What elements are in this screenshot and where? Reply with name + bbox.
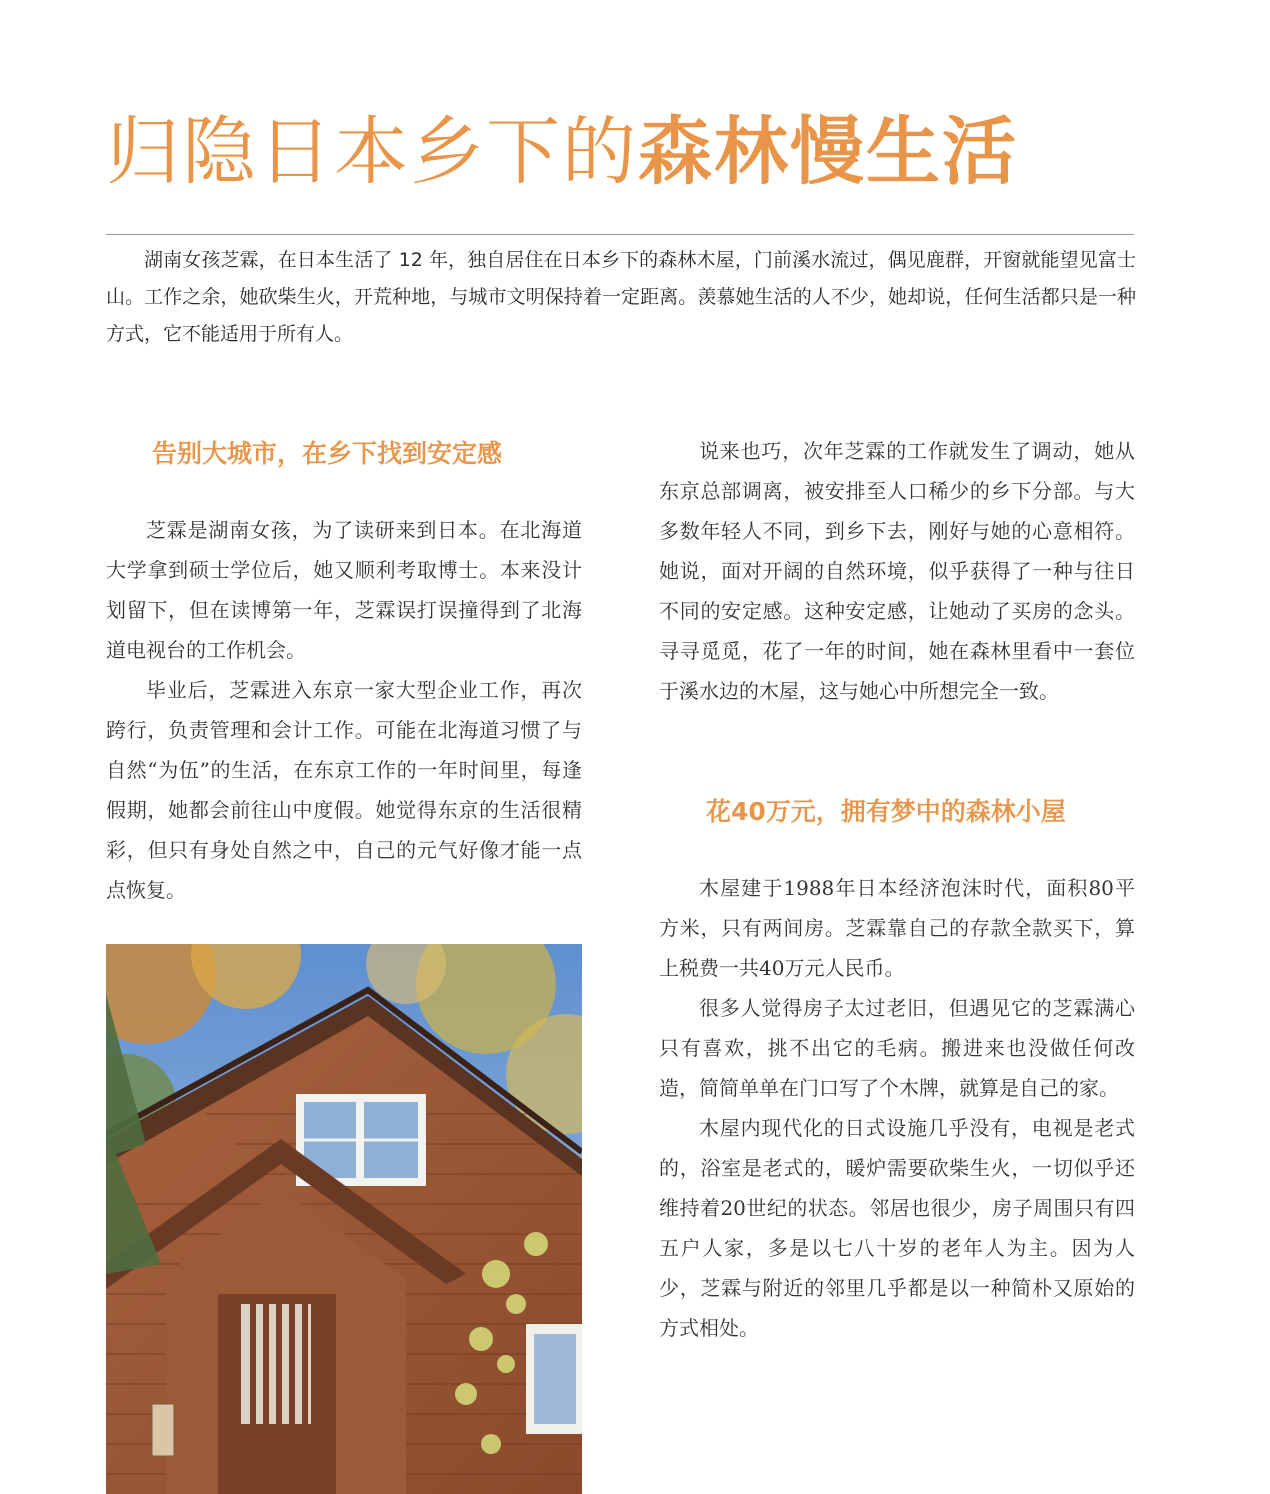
right-top-body xyxy=(659,431,1135,711)
intro-paragraph: 湖南女孩芝霖，在日本生活了 12 年，独自居住在日本乡下的森林木屋，门前溪水流过，偶见鹿群，开窗就能望见富士山。工作之余，她砍柴生火，开荒种地，与城市文明保持着一定距离。羡慕她生活的人不少，她却说，任何生活都只是一种方式，它不能适用于所有人。 xyxy=(106,249,1136,345)
title-bold: 森林慢生活 xyxy=(638,109,1018,195)
cabin-photo xyxy=(106,944,582,1494)
section2-heading: 花40万元，拥有梦中的森林小屋 xyxy=(706,797,1066,826)
section2-paragraph: 木屋建于1988年日本经济泡沫时代，面积80平方米，只有两间房。芝霖靠自己的存款全款买下，算上税费一共40万元人民币。 xyxy=(659,876,1135,980)
section2-paragraph: 很多人觉得房子太过老旧，但遇见它的芝霖满心只有喜欢，挑不出它的毛病。搬进来也没做任何改造，简简单单在门口写了个木牌，就算是自己的家。 xyxy=(659,996,1135,1100)
wooden-cabin-photo-icon xyxy=(106,944,582,1494)
section1-body xyxy=(106,510,582,910)
section1-paragraph: 芝霖是湖南女孩，为了读研来到日本。在北海道大学拿到硕士学位后，她又顺利考取博士。本来没计划留下，但在读博第一年，芝霖误打误撞得到了北海道电视台的工作机会。 xyxy=(106,518,582,662)
title-light: 归隐日本乡下的 xyxy=(106,109,638,195)
right-top-paragraph: 说来也巧，次年芝霖的工作就发生了调动，她从东京总部调离，被安排至人口稀少的乡下分部。与大多数年轻人不同，到乡下去，刚好与她的心意相符。她说，面对开阔的自然环境，似乎获得了一种与往日不同的安定感。这种安定感，让她动了买房的念头。寻寻觅觅，花了一年的时间，她在森林里看中一套位于溪水边的木屋，这与她心中所想完全一致。 xyxy=(659,439,1135,703)
section1-paragraph: 毕业后，芝霖进入东京一家大型企业工作，再次跨行，负责管理和会计工作。可能在北海道习惯了与自然“为伍”的生活，在东京工作的一年时间里，每逢假期，她都会前往山中度假。她觉得东京的生活很精彩，但只有身处自然之中，自己的元气好像才能一点点恢复。 xyxy=(106,678,582,902)
page-title xyxy=(106,109,1018,195)
section2-body xyxy=(659,868,1135,1348)
title-divider xyxy=(106,234,1134,235)
section1-heading: 告别大城市，在乡下找到安定感 xyxy=(152,439,503,468)
section2-paragraph: 木屋内现代化的日式设施几乎没有，电视是老式的，浴室是老式的，暖炉需要砍柴生火，一切似乎还维持着20世纪的状态。邻居也很少，房子周围只有四五户人家，多是以七八十岁的老年人为主。因为人少，芝霖与附近的邻里几乎都是以一种简朴又原始的方式相处。 xyxy=(659,1116,1135,1340)
